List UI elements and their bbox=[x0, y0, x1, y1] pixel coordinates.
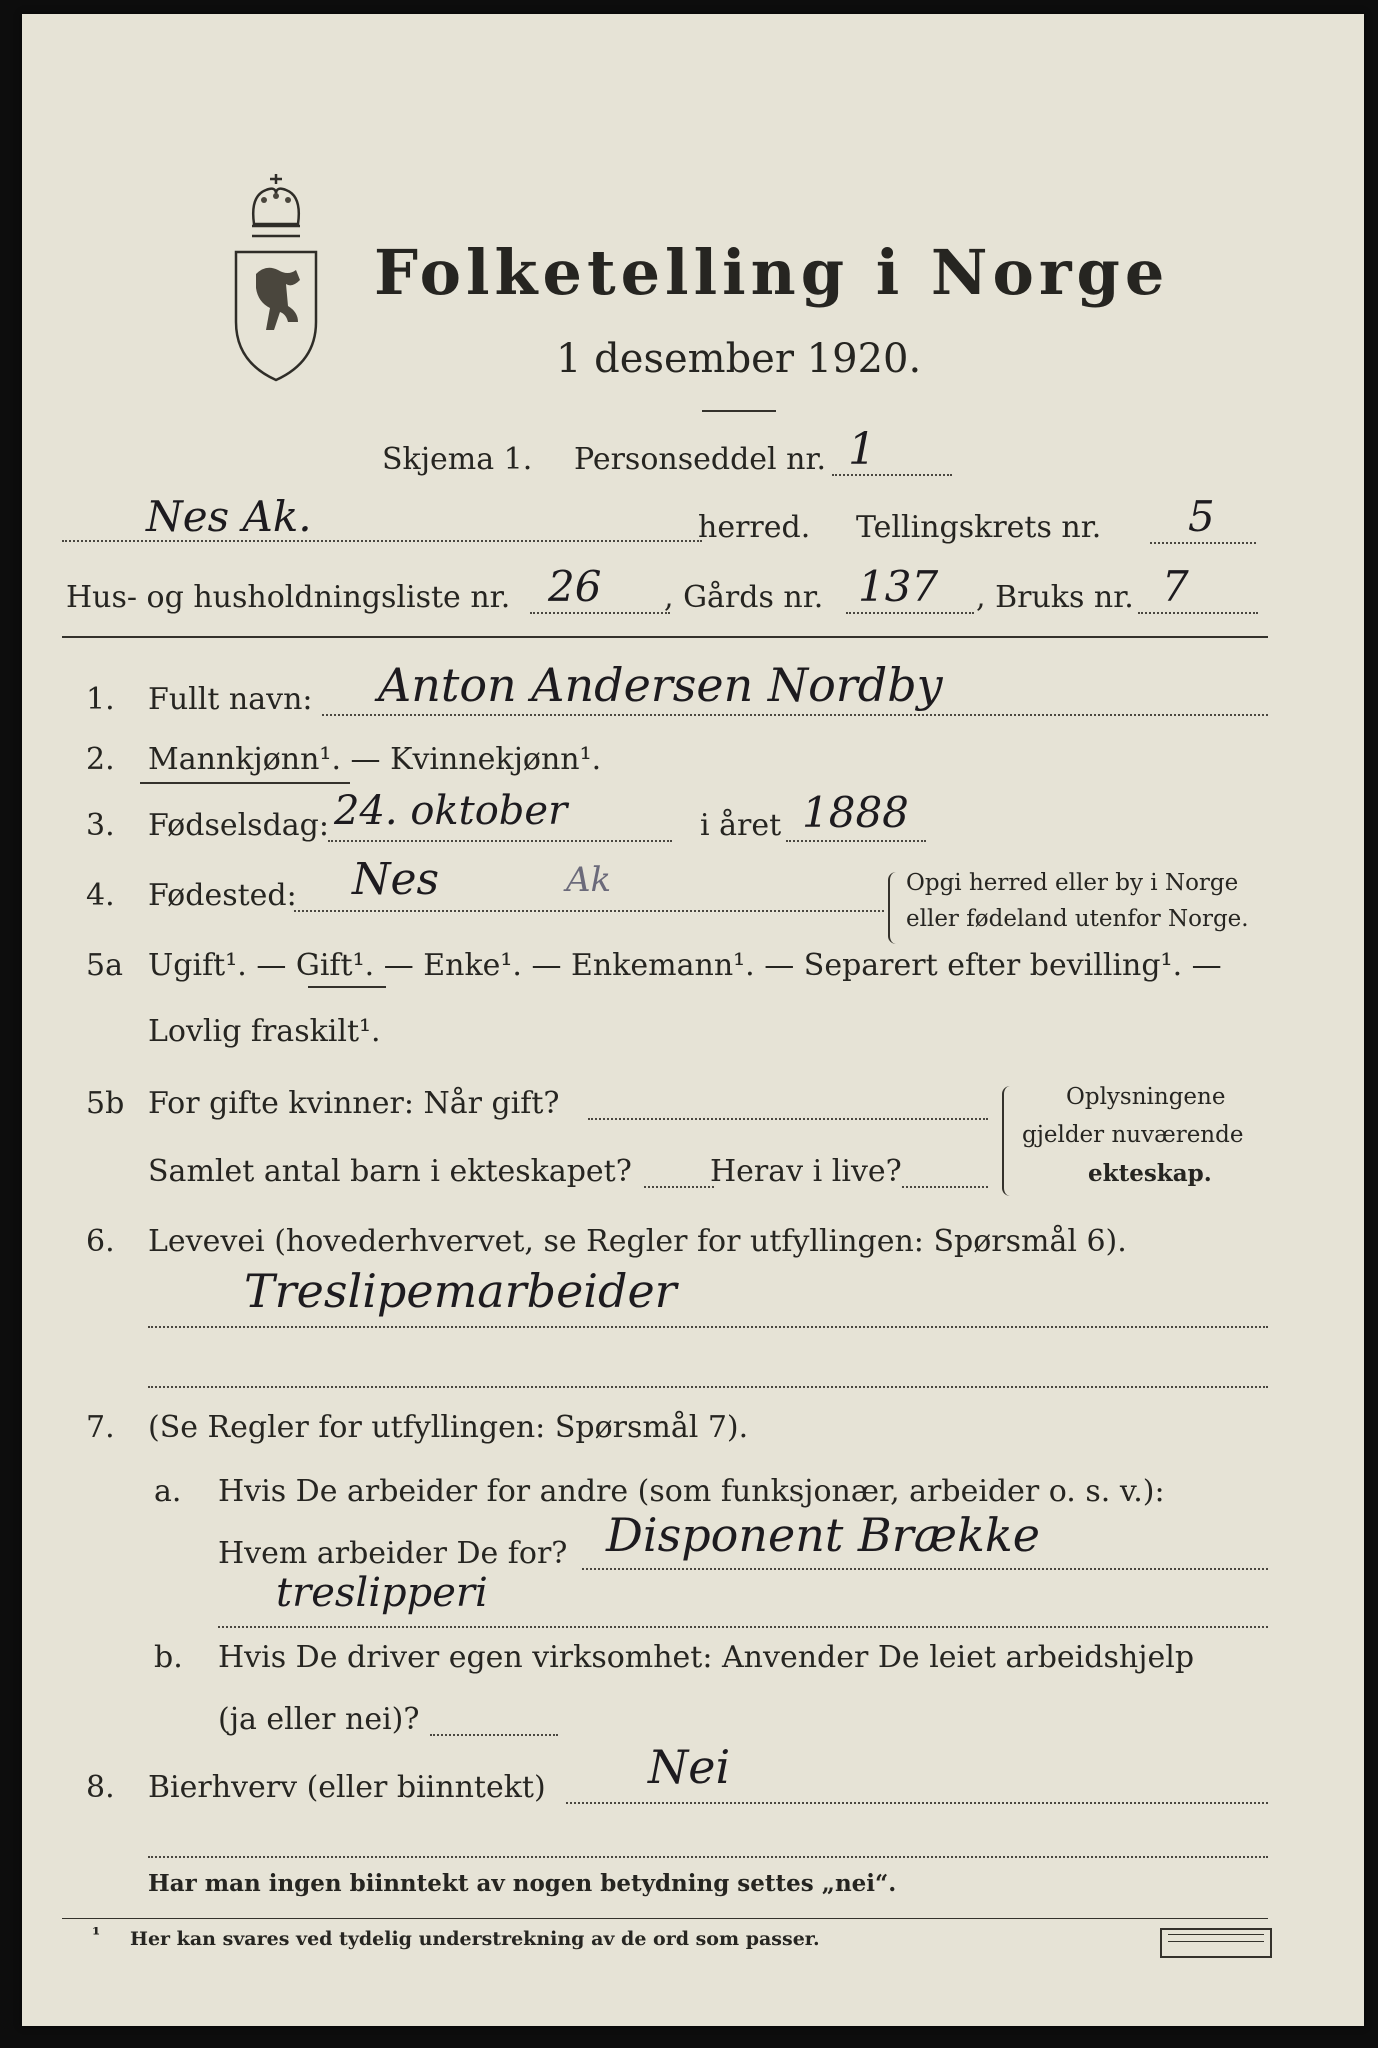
gards-value: 137 bbox=[858, 562, 939, 611]
personseddel-label: Personseddel nr. bbox=[574, 442, 827, 477]
q7b-line-2: (ja eller nei)? bbox=[218, 1702, 420, 1737]
q7-number: 7. bbox=[86, 1410, 115, 1445]
skjema-label: Skjema 1. bbox=[382, 442, 533, 477]
q5b-line-1: For gifte kvinner: Når gift? bbox=[148, 1086, 560, 1121]
q3-year-line bbox=[786, 840, 926, 842]
bruks-value: 7 bbox=[1162, 562, 1189, 611]
herred-line bbox=[62, 540, 702, 542]
census-date: 1 desember 1920. bbox=[556, 336, 922, 382]
q5b-number: 5b bbox=[86, 1086, 125, 1121]
q5a-line-2: Lovlig fraskilt¹. bbox=[148, 1014, 381, 1049]
footer-divider bbox=[62, 1918, 1268, 1919]
gards-label: , Gårds nr. bbox=[664, 580, 824, 615]
q4-note-bracket bbox=[888, 872, 898, 944]
footnote-mark: ¹ bbox=[92, 1924, 101, 1946]
q4-label: Fødested: bbox=[148, 878, 297, 913]
q1-value: Anton Andersen Nordby bbox=[378, 658, 943, 712]
tellingskrets-line bbox=[1150, 542, 1256, 544]
q2-number: 2. bbox=[86, 742, 115, 777]
herred-label: herred. bbox=[698, 510, 811, 545]
q7-label: (Se Regler for utfyllingen: Spørsmål 7). bbox=[148, 1410, 749, 1445]
q4-note-line-2: eller fødeland utenfor Norge. bbox=[906, 906, 1249, 932]
herred-value: Nes Ak. bbox=[146, 492, 312, 541]
form-title: Folketelling i Norge bbox=[374, 236, 1170, 309]
q4-value: Nes bbox=[352, 854, 440, 905]
q8-value: Nei bbox=[648, 1740, 731, 1794]
q7a-value-2: treslipperi bbox=[276, 1570, 488, 1616]
q5b-note-line-1: Oplysningene bbox=[1066, 1084, 1226, 1110]
norwegian-coat-of-arms-icon bbox=[228, 164, 324, 384]
q7a-line-1: Hvis De arbeider for andre (som funksjonær, arbeider o. s. v.): bbox=[218, 1474, 1165, 1509]
q8-line-1 bbox=[566, 1802, 1268, 1804]
q5b-note-line-2: gjelder nuværende bbox=[1022, 1122, 1244, 1148]
footer-note: Har man ingen biinntekt av nogen betydning settes „nei“. bbox=[148, 1870, 897, 1897]
q3-year-label: i året bbox=[700, 808, 782, 843]
q7a-line-2 bbox=[218, 1626, 1268, 1628]
bruks-label: , Bruks nr. bbox=[976, 580, 1134, 615]
q7a-line bbox=[582, 1568, 1268, 1570]
q5a-number: 5a bbox=[86, 948, 123, 983]
q6-line-2 bbox=[148, 1386, 1268, 1388]
census-form-sheet bbox=[22, 14, 1364, 2026]
q1-label: Fullt navn: bbox=[148, 682, 313, 717]
q7a-value-1: Disponent Brække bbox=[606, 1508, 1040, 1562]
q8-line-2 bbox=[148, 1856, 1268, 1858]
q5a-underline-gift bbox=[308, 986, 386, 988]
q3-number: 3. bbox=[86, 808, 115, 843]
footnote-text: Her kan svares ved tydelig understrekning av de ord som passer. bbox=[130, 1928, 820, 1950]
tellingskrets-label: Tellingskrets nr. bbox=[856, 510, 1102, 545]
q1-number: 1. bbox=[86, 682, 115, 717]
hus-line bbox=[530, 612, 670, 614]
hus-value: 26 bbox=[548, 562, 602, 611]
tellingskrets-value: 5 bbox=[1188, 492, 1215, 541]
q7a-letter: a. bbox=[154, 1474, 182, 1509]
q7b-line-1: Hvis De driver egen virksomhet: Anvender De leiet arbeidshjelp bbox=[218, 1640, 1195, 1675]
q8-label: Bierhverv (eller biinntekt) bbox=[148, 1770, 546, 1805]
q2-underline-mannkjonn bbox=[140, 782, 350, 784]
q6-number: 6. bbox=[86, 1224, 115, 1259]
header-divider bbox=[62, 636, 1268, 638]
q5b-line-2a: Samlet antal barn i ekteskapet? bbox=[148, 1154, 632, 1189]
q3-label: Fødselsdag: bbox=[148, 808, 329, 843]
q3-line bbox=[328, 840, 672, 842]
bruks-line bbox=[1138, 612, 1258, 614]
q4-value-2: Ak bbox=[566, 860, 612, 900]
q8-number: 8. bbox=[86, 1770, 115, 1805]
q4-number: 4. bbox=[86, 878, 115, 913]
q7b-line bbox=[430, 1734, 558, 1736]
q5b-note-bracket bbox=[1002, 1086, 1012, 1196]
q5b-note-line-3: ekteskap. bbox=[1088, 1160, 1212, 1187]
gards-line bbox=[846, 612, 974, 614]
q3-value: 24. oktober bbox=[334, 788, 568, 834]
q7a-line-2: Hvem arbeider De for? bbox=[218, 1536, 568, 1571]
q3-year-value: 1888 bbox=[802, 788, 909, 837]
personseddel-line bbox=[832, 474, 952, 476]
printer-stamp-icon bbox=[1160, 1928, 1272, 1958]
q6-line-1 bbox=[148, 1326, 1268, 1328]
q6-value: Treslipemarbeider bbox=[244, 1264, 677, 1318]
q2-label: Mannkjønn¹. — Kvinnekjønn¹. bbox=[148, 742, 602, 777]
q5b-line-2b: Herav i live? bbox=[710, 1154, 902, 1189]
q5a-line-1: Ugift¹. — Gift¹. — Enke¹. — Enkemann¹. — Separert efter bevilling¹. — bbox=[148, 948, 1222, 983]
q5b-married-line bbox=[588, 1118, 988, 1120]
title-divider bbox=[702, 410, 776, 412]
personseddel-value: 1 bbox=[848, 424, 876, 475]
hus-label: Hus- og husholdningsliste nr. bbox=[66, 580, 511, 615]
q5b-alive-line bbox=[902, 1186, 988, 1188]
q4-line bbox=[294, 910, 884, 912]
q4-note-line-1: Opgi herred eller by i Norge bbox=[906, 870, 1239, 896]
q5b-children-line bbox=[644, 1186, 714, 1188]
q6-label: Levevei (hovederhvervet, se Regler for utfyllingen: Spørsmål 6). bbox=[148, 1224, 1127, 1259]
q7b-letter: b. bbox=[154, 1640, 183, 1675]
q1-line bbox=[322, 714, 1268, 716]
